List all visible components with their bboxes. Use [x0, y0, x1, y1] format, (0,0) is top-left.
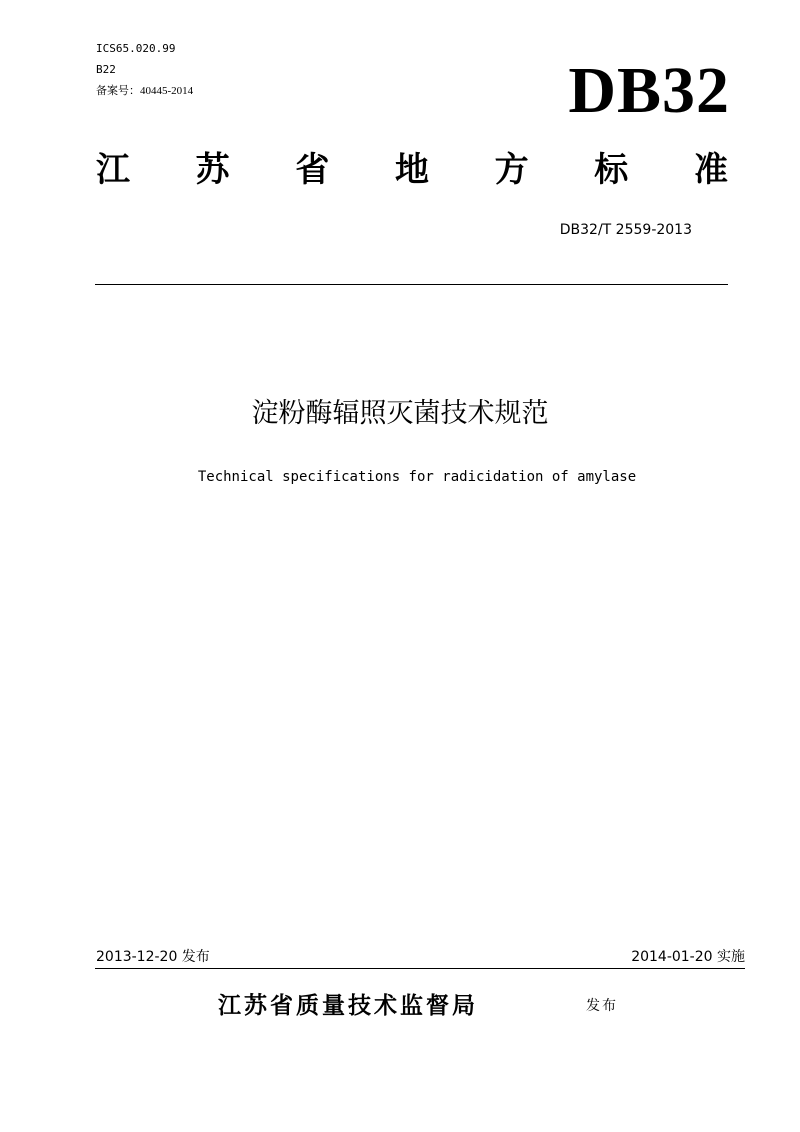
standard-type-char: 苏 — [195, 150, 230, 190]
issuer-suffix: 发布 — [586, 998, 618, 1014]
title-english: Technical specifications for radicidation of amylase — [197, 469, 637, 485]
standard-number: DB32/T 2559-2013 — [559, 222, 692, 238]
ics-code: ICS65.020.99 — [96, 42, 176, 55]
standard-type-char: 准 — [693, 150, 728, 190]
standard-type-char: 标 — [594, 150, 629, 190]
standard-type-heading — [96, 148, 728, 192]
classification-code: B22 — [96, 63, 116, 76]
standard-type-char: 地 — [394, 150, 429, 190]
filing-number: 备案号：40445-2014 — [96, 85, 194, 97]
db32-logo: DB32 — [568, 54, 730, 127]
implementation-date: 2014-01-20 实施 — [631, 949, 745, 965]
standard-type-char: 省 — [295, 150, 330, 190]
issuing-authority: 江苏省质量技术监督局 — [218, 993, 478, 1019]
title-chinese: 淀粉酶辐照灭菌技术规范 — [251, 398, 549, 429]
header-divider — [95, 284, 728, 285]
standard-type-char: 方 — [494, 150, 529, 190]
footer-divider — [95, 968, 745, 969]
issue-date: 2013-12-20 发布 — [96, 949, 210, 965]
standard-type-char: 江 — [96, 150, 130, 190]
